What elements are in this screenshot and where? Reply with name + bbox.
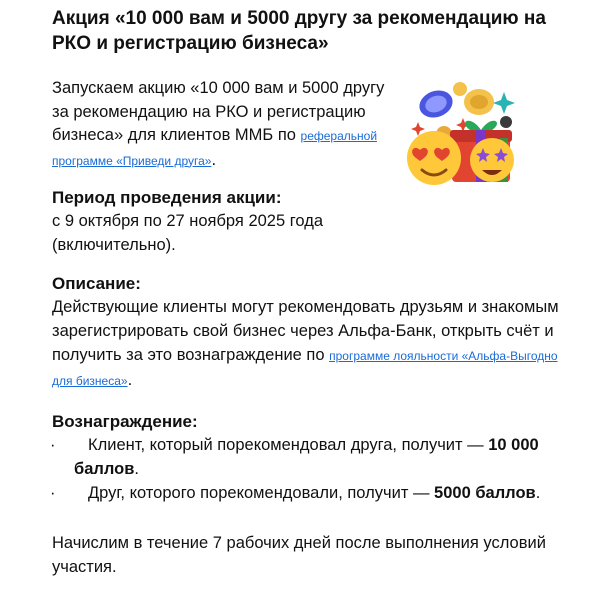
bullet-marker: ·: [50, 436, 56, 454]
period-heading: Период проведения акции:: [52, 188, 282, 207]
period-text: с 9 октября по 27 ноября 2025 года (включительно).: [52, 212, 324, 254]
accrual-note: Начислим в течение 7 рабочих дней после выполнения условий участия.: [52, 534, 546, 576]
intro-paragraph: [52, 77, 392, 173]
description-heading: Описание:: [52, 274, 141, 293]
reward-section: [52, 411, 572, 505]
reward-item: [52, 481, 572, 505]
reward-item: [52, 433, 572, 481]
reward-item-text: Друг, которого порекомендовали, получит —: [88, 484, 435, 502]
description-section: [52, 273, 572, 393]
intro-text: Запускаем акцию «10 000 вам и 5000 другу за рекомендацию на РКО и регистрацию бизнеса» для клиентов ММБ по: [52, 79, 385, 144]
bullet-marker: ·: [50, 484, 56, 502]
description-text: Действующие клиенты могут рекомендовать друзьям и знакомым зарегистрировать свой бизнес через Альфа-Банк, открыть счёт и получить за это вознаграждение по: [52, 298, 559, 364]
description-paragraph: [52, 295, 572, 393]
reward-item-amount: 5000 баллов: [434, 484, 536, 502]
intro-end: .: [211, 150, 217, 169]
reward-heading: Вознаграждение:: [52, 412, 198, 431]
period-section: [52, 187, 382, 257]
reward-item-end: .: [535, 484, 541, 502]
reward-item-amount: 10 000 баллов: [74, 436, 539, 478]
page-title: Акция «10 000 вам и 5000 другу за рекомендацию на РКО и регистрацию бизнеса»: [52, 8, 546, 54]
referral-program-link[interactable]: реферальной программе «Приведи друга»: [52, 129, 378, 168]
loyalty-program-link[interactable]: программе лояльности «Альфа-Выгодно для бизнеса»: [52, 349, 558, 388]
gift-with-emoji-coins-icon: [400, 74, 530, 192]
reward-item-end: .: [134, 460, 139, 478]
reward-item-text: Клиент, который порекомендовал друга, получит —: [88, 436, 489, 454]
description-end: .: [127, 371, 133, 389]
